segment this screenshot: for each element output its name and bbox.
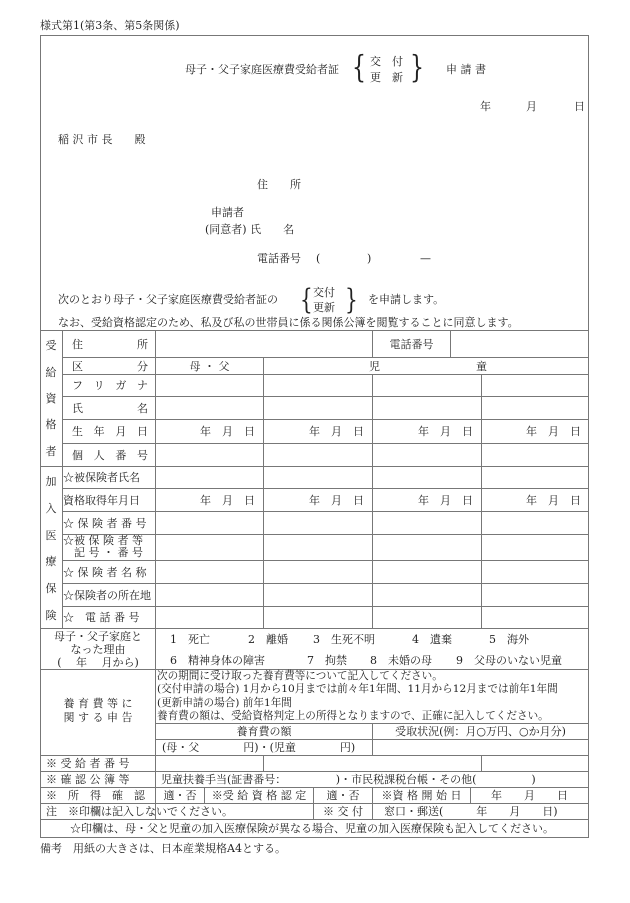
furigana-child2-field[interactable] [373, 375, 480, 396]
income-label: ※ 所 得 確 認 [46, 789, 145, 802]
title-option-renew: 更 新 [370, 71, 403, 84]
support-note-3: (更新申請の場合) 前年1年間 [157, 696, 292, 709]
date-day: 日 [574, 100, 585, 113]
start-date-label: ※資 格 開 始 日 [381, 789, 462, 802]
side-char: 受 [45, 339, 57, 353]
eligible-phone-field[interactable] [451, 331, 588, 357]
reason-option-1[interactable]: 1 死亡 [170, 633, 210, 646]
brace-open: { [352, 50, 366, 86]
title-prefix: 母子・父子家庭医療費受給者証 [185, 63, 339, 76]
furigana-parent-field[interactable] [156, 375, 262, 396]
side-char: 医 [45, 528, 57, 542]
furigana-child3-field[interactable] [482, 375, 588, 396]
applicant-phone-field[interactable] [322, 249, 522, 265]
eligibility-label: ※受 給 資 格 認 定 [211, 789, 307, 802]
support-status-header: 受取状況(例：月○万円、○か月分) [395, 725, 566, 738]
reason-option-8[interactable]: 8 未婚の母 [370, 654, 432, 667]
verify-text: 児童扶養手当(証書番号： )・市民税課税台帳・その他( ) [161, 773, 536, 786]
support-note-1: 次の期間に受け取った養育費等について記入してください。 [157, 670, 443, 682]
title-option-issue: 交 付 [370, 55, 403, 68]
income-ok-ng[interactable]: 適・否 [163, 789, 197, 802]
side-char: 加 [45, 475, 57, 489]
date-month: 月 [526, 100, 537, 113]
acq-date-child3-field[interactable]: 年 月 日 [526, 493, 581, 507]
birthdate-label: 生 年 月 日 [72, 425, 148, 438]
statement-brace-open: { [300, 282, 313, 316]
side-char: 険 [45, 608, 57, 622]
statement-option-renew: 更新 [313, 301, 335, 314]
side-char: 保 [45, 581, 57, 595]
reason-label: 母子・父子家庭と なった理由 ( 年 月から) [54, 630, 142, 669]
eligible-phone-label: 電話番号 [389, 337, 434, 351]
birthdate-parent-field[interactable]: 年 月 日 [200, 425, 255, 438]
recipient-number-label: ※ 受 給 者 番 号 [46, 757, 130, 770]
side-char: 者 [45, 444, 57, 458]
reason-option-7[interactable]: 7 拘禁 [307, 654, 347, 667]
furigana-child1-field[interactable] [264, 375, 371, 396]
side-char: 給 [45, 365, 57, 379]
phone-dash: — [420, 252, 431, 265]
name-child2-field[interactable] [373, 397, 480, 419]
child-header-2: 童 [476, 359, 487, 373]
eligible-address-field[interactable] [156, 331, 371, 357]
addressee: 稲 沢 市 長 殿 [58, 133, 146, 146]
phone-close-paren: ) [367, 252, 372, 265]
side-char: 入 [45, 501, 57, 515]
applicant-address-label: 住 所 [257, 178, 301, 191]
eligibility-ok-ng[interactable]: 適・否 [326, 789, 360, 802]
acq-date-child1-field[interactable]: 年 月 日 [309, 493, 364, 507]
statement-consent: なお、受給資格認定のため、私及び私の世帯員に係る関係公簿を閲覧することに同意します。 [58, 316, 519, 329]
acq-date-child2-field[interactable]: 年 月 日 [418, 493, 473, 507]
mynumber-label: 個 人 番 号 [72, 448, 148, 462]
verify-label: ※ 確 認 公 簿 等 [46, 773, 130, 786]
support-note-4: 養育費の額は、受給資格判定上の所得となりますので、正確に記入してください。 [157, 709, 549, 722]
eligible-address-label: 住 所 [72, 337, 148, 351]
support-amount-header: 養育費の額 [236, 725, 292, 738]
side-char: 格 [45, 418, 57, 432]
side-char: 療 [45, 555, 57, 569]
statement-suffix: を申請します。 [368, 293, 445, 306]
birthdate-child1-field[interactable]: 年 月 日 [309, 425, 364, 438]
statement-option-issue: 交付 [313, 286, 335, 299]
reason-option-2[interactable]: 2 離婚 [248, 633, 288, 646]
support-amount-field[interactable]: (母・父 円)・(児童 円) [162, 741, 356, 754]
acquisition-date-label: 資格取得年月日 [63, 493, 140, 507]
reason-option-5[interactable]: 5 海外 [489, 633, 529, 646]
mynumber-child2-field[interactable] [373, 444, 480, 466]
star-note: ☆印欄は、母・父と児童の加入医療保険が異なる場合、児童の加入医療保険も記入してください。 [70, 822, 554, 835]
date-year: 年 [480, 100, 491, 113]
reason-option-9[interactable]: 9 父母のいない児童 [456, 654, 562, 667]
furigana-label: フ リ ガ ナ [72, 379, 148, 392]
mynumber-parent-field[interactable] [156, 444, 262, 466]
birthdate-child2-field[interactable]: 年 月 日 [418, 425, 473, 438]
phone-open-paren: ( [316, 252, 321, 265]
insured-symbol-label: ☆被 保 険 者 等 記 号 ・ 番 号 [63, 534, 143, 559]
office-note: 注 ※印欄は記入しないでください。 [46, 805, 233, 818]
applicant-phone-label: 電話番号 [257, 252, 301, 265]
support-status-field[interactable] [373, 740, 588, 755]
statement-brace-close: } [345, 282, 358, 316]
birthdate-child3-field[interactable]: 年 月 日 [526, 425, 581, 438]
mynumber-child1-field[interactable] [264, 444, 371, 466]
name-child1-field[interactable] [264, 397, 371, 419]
acq-date-parent-field[interactable]: 年 月 日 [200, 493, 255, 507]
reason-option-3[interactable]: 3 生死不明 [313, 633, 375, 646]
applicant-name-field[interactable] [310, 219, 570, 237]
insurer-phone-label: ☆ 電 話 番 号 [63, 611, 140, 624]
reason-option-6[interactable]: 6 精神身体の障害 [170, 654, 265, 667]
side-char: 資 [45, 391, 57, 405]
child-header-1: 児 [369, 359, 380, 373]
reason-option-4[interactable]: 4 遺棄 [412, 633, 452, 646]
support-notes [157, 670, 587, 723]
issue-label: ※ 交 付 [323, 805, 363, 818]
brace-close: } [410, 50, 424, 86]
title-suffix: 申 請 書 [446, 63, 486, 76]
category-label: 区 分 [72, 359, 148, 373]
applicant-label: 申請者 [211, 206, 244, 219]
name-child3-field[interactable] [482, 397, 588, 419]
eligible-side-label [40, 332, 62, 464]
insurer-number-label: ☆ 保 険 者 番 号 [63, 516, 147, 530]
insurance-side-label [40, 468, 62, 628]
name-label: 氏 名 [72, 401, 148, 415]
insurer-name-label: ☆ 保 険 者 名 称 [63, 565, 147, 579]
remarks: 備考 用紙の大きさは、日本産業規格A4とする。 [40, 842, 286, 855]
insurer-address-label: ☆保険者の所在地 [63, 588, 151, 602]
name-parent-field[interactable] [156, 397, 262, 419]
statement-prefix: 次のとおり母子・父子家庭医療費受給者証の [58, 293, 278, 306]
parent-header: 母 ・ 父 [189, 359, 230, 373]
support-note-2: (交付申請の場合) 1月から10月までは前々年1年間、11月から12月までは前年1年間 [157, 683, 558, 696]
mynumber-child3-field[interactable] [482, 444, 588, 466]
applicant-name-label: (同意者) 氏 名 [205, 223, 295, 236]
start-date-field[interactable]: 年 月 日 [491, 789, 568, 802]
insured-name-label: ☆被保険者氏名 [63, 471, 140, 484]
issue-method-field[interactable]: 窓口・郵送( 年 月 日) [384, 805, 558, 818]
form-id: 様式第1(第3条、第5条関係) [40, 19, 180, 32]
applicant-address-field[interactable] [310, 174, 570, 192]
support-label: 養 育 費 等 に 関 す る 申 告 [63, 697, 133, 724]
